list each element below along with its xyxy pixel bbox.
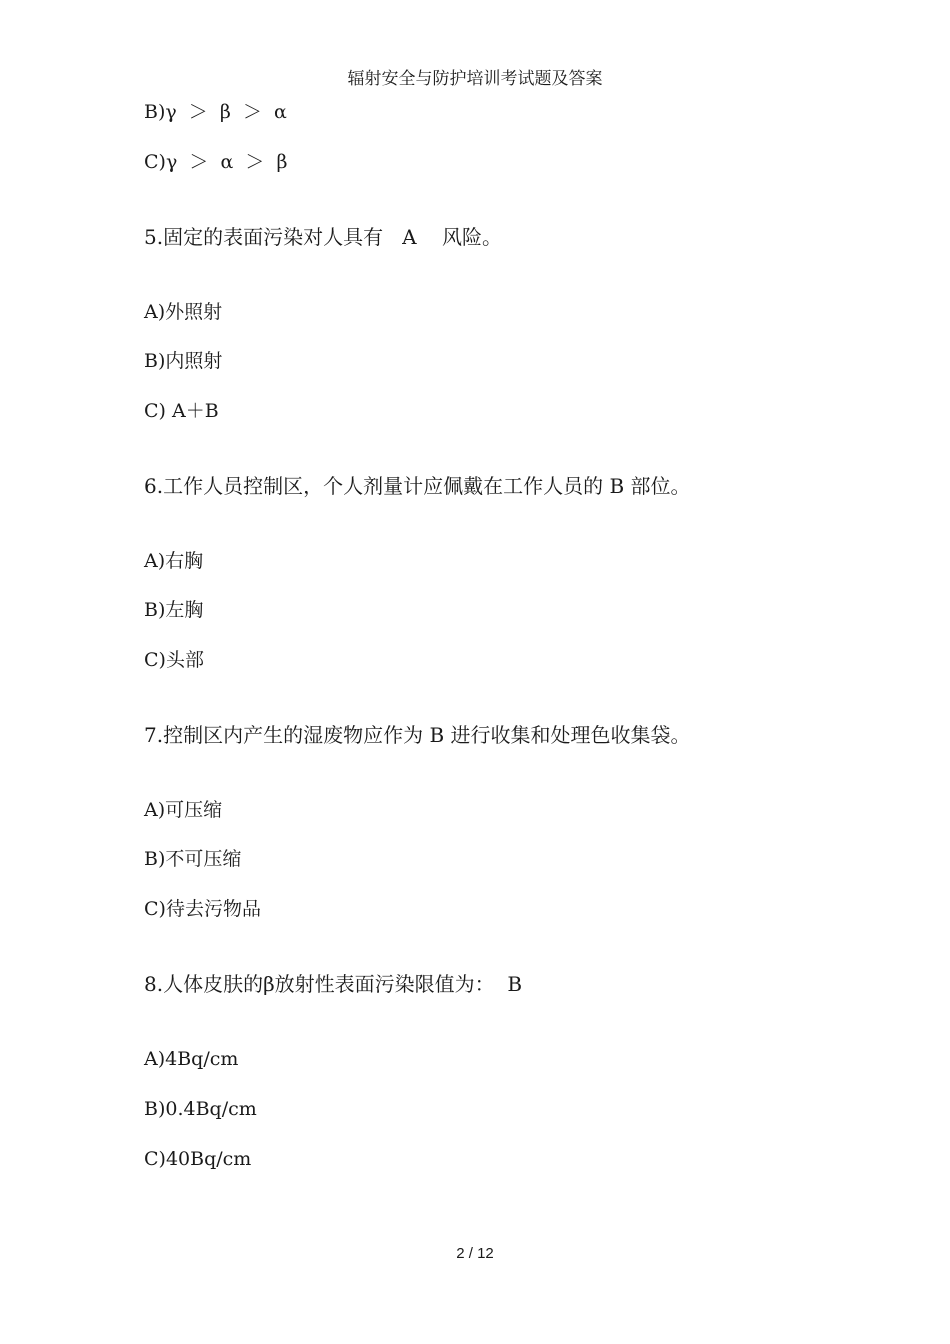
question-text: 5.固定的表面污染对人具有 A 风险。 [144,225,503,249]
answer-option: C)头部 [144,649,204,671]
question-text: 7.控制区内产生的湿废物应作为 B 进行收集和处理色收集袋。 [144,723,691,747]
page-number: 2 / 12 [456,1245,494,1262]
answer-option: C)γ ＞ α ＞ β [144,151,288,173]
question-text: 6.工作人员控制区，个人剂量计应佩戴在工作人员的 B 部位。 [144,474,691,498]
answer-option: A)右胸 [144,550,204,572]
answer-option: B)内照射 [144,350,223,372]
answer-option: C)待去污物品 [144,898,261,920]
question-text: 8.人体皮肤的β放射性表面污染限值为： B [144,972,523,996]
answer-option: A)4Bq/cm [144,1048,239,1070]
answer-option: A)可压缩 [144,799,223,821]
answer-option: B)不可压缩 [144,848,242,870]
answer-option: A)外照射 [144,301,223,323]
answer-option: C) A＋B [144,400,219,422]
answer-option: B)γ ＞ β ＞ α [144,101,287,123]
answer-option: B)0.4Bq/cm [144,1098,257,1120]
page-header: 辐射安全与防护培训考试题及答案 [347,69,603,89]
answer-option: C)40Bq/cm [144,1148,252,1170]
answer-option: B)左胸 [144,599,204,621]
